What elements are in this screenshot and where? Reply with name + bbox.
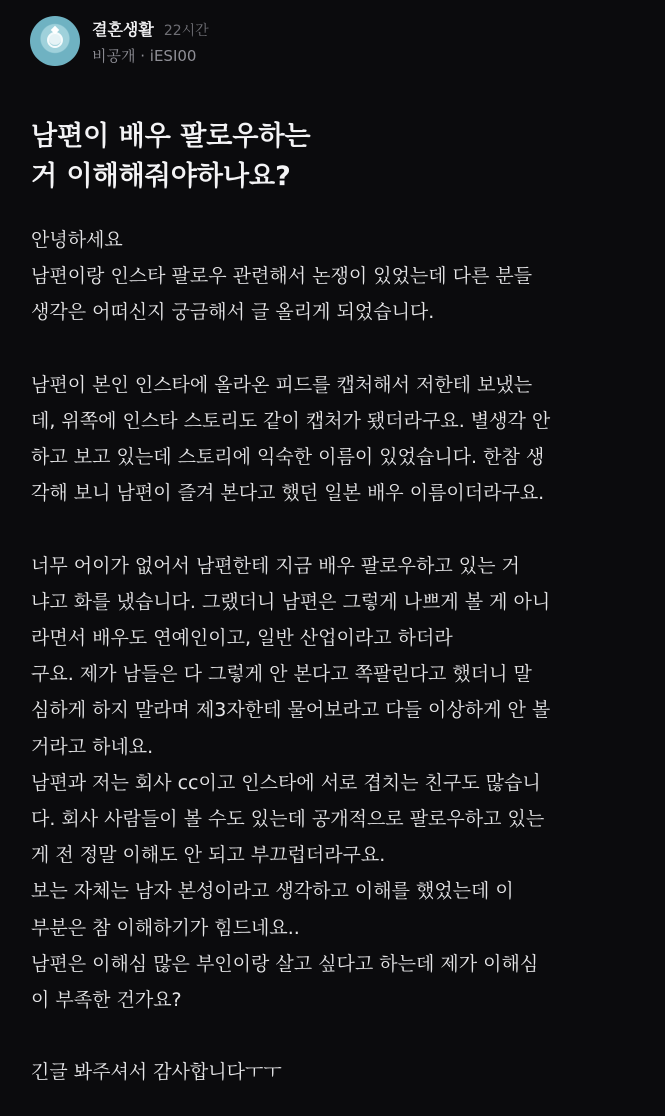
post-body-line: 남편은 이해심 많은 부인이랑 살고 싶다고 하는데 제가 이해심 [31,952,539,975]
post-body-line: 안녕하세요 [31,229,123,251]
post-body-line: 남편이 본인 인스타에 올라온 피드를 캡처해서 저한테 보냈는 [31,373,533,396]
post-title-line: 남편이 배우 팔로우하는 [31,121,311,152]
post-body-line: 하고 보고 있는데 스토리에 익숙한 이름이 있었습니다. 한참 생 [31,446,545,469]
board-name[interactable]: 결혼생활 [92,19,154,39]
post-meta-top [92,17,209,40]
post-body-line: 거라고 하네요. [31,735,154,758]
post-body-line: 남편이랑 인스타 팔로우 관련해서 논쟁이 있었는데 다른 분들 [31,265,533,288]
post-body-line: 데, 위쪽에 인스타 스토리도 같이 캡처가 됐더라구요. 별생각 안 [31,409,551,432]
post-body-line: 심하게 하지 말라며 제3자한테 물어보라고 다들 이상하게 안 볼 [31,699,551,722]
post-title [31,117,631,197]
post-title-line: 거 이해해줘야하나요? [31,161,291,192]
post-body-line: 라면서 배우도 연예인이고, 일반 산업이라고 하더라 [31,627,453,650]
post-body [31,222,641,1091]
post-header [30,14,209,68]
post-body-line: 냐고 화를 냈습니다. 그랬더니 남편은 그렇게 나쁘게 볼 게 아니 [31,590,551,613]
ring-icon [47,32,63,48]
post-author: 비공개 · iESI00 [92,46,197,65]
post-body-line: 다. 회사 사람들이 볼 수도 있는데 공개적으로 팔로우하고 있는 [31,808,545,830]
post-meta [92,17,209,66]
post-body-line: 보는 자체는 남자 본성이라고 생각하고 이해를 했었는데 이 [31,880,514,903]
post-body-line: 각해 보니 남편이 즐겨 본다고 했던 일본 배우 이름이더라구요. [31,482,545,505]
post-body-line: 이 부족한 건가요? [31,988,182,1011]
post-body-line: 구요. 제가 남들은 다 그렇게 안 본다고 쪽팔린다고 했더니 말 [31,663,532,686]
post-body-line: 긴글 봐주셔서 감사합니다ㅜㅜ [31,1061,282,1084]
post-body-line: 남편과 저는 회사 cc이고 인스타에 서로 겹치는 친구도 많습니 [31,771,541,794]
post-time: 22시간 [163,22,209,39]
paragraph-gap [31,331,641,367]
paragraph-gap [31,512,641,548]
post-body-line: 부분은 참 이해하기가 힘드네요.. [31,916,300,939]
post-body-line: 게 전 정말 이해도 안 되고 부끄럽더라구요. [31,844,386,867]
post-body-line: 너무 어이가 없어서 남편한테 지금 배우 팔로우하고 있는 거 [31,554,520,577]
paragraph-gap [31,1018,641,1054]
board-avatar[interactable] [30,16,80,66]
post-body-line: 생각은 어떠신지 궁금해서 글 올리게 되었습니다. [31,301,435,324]
